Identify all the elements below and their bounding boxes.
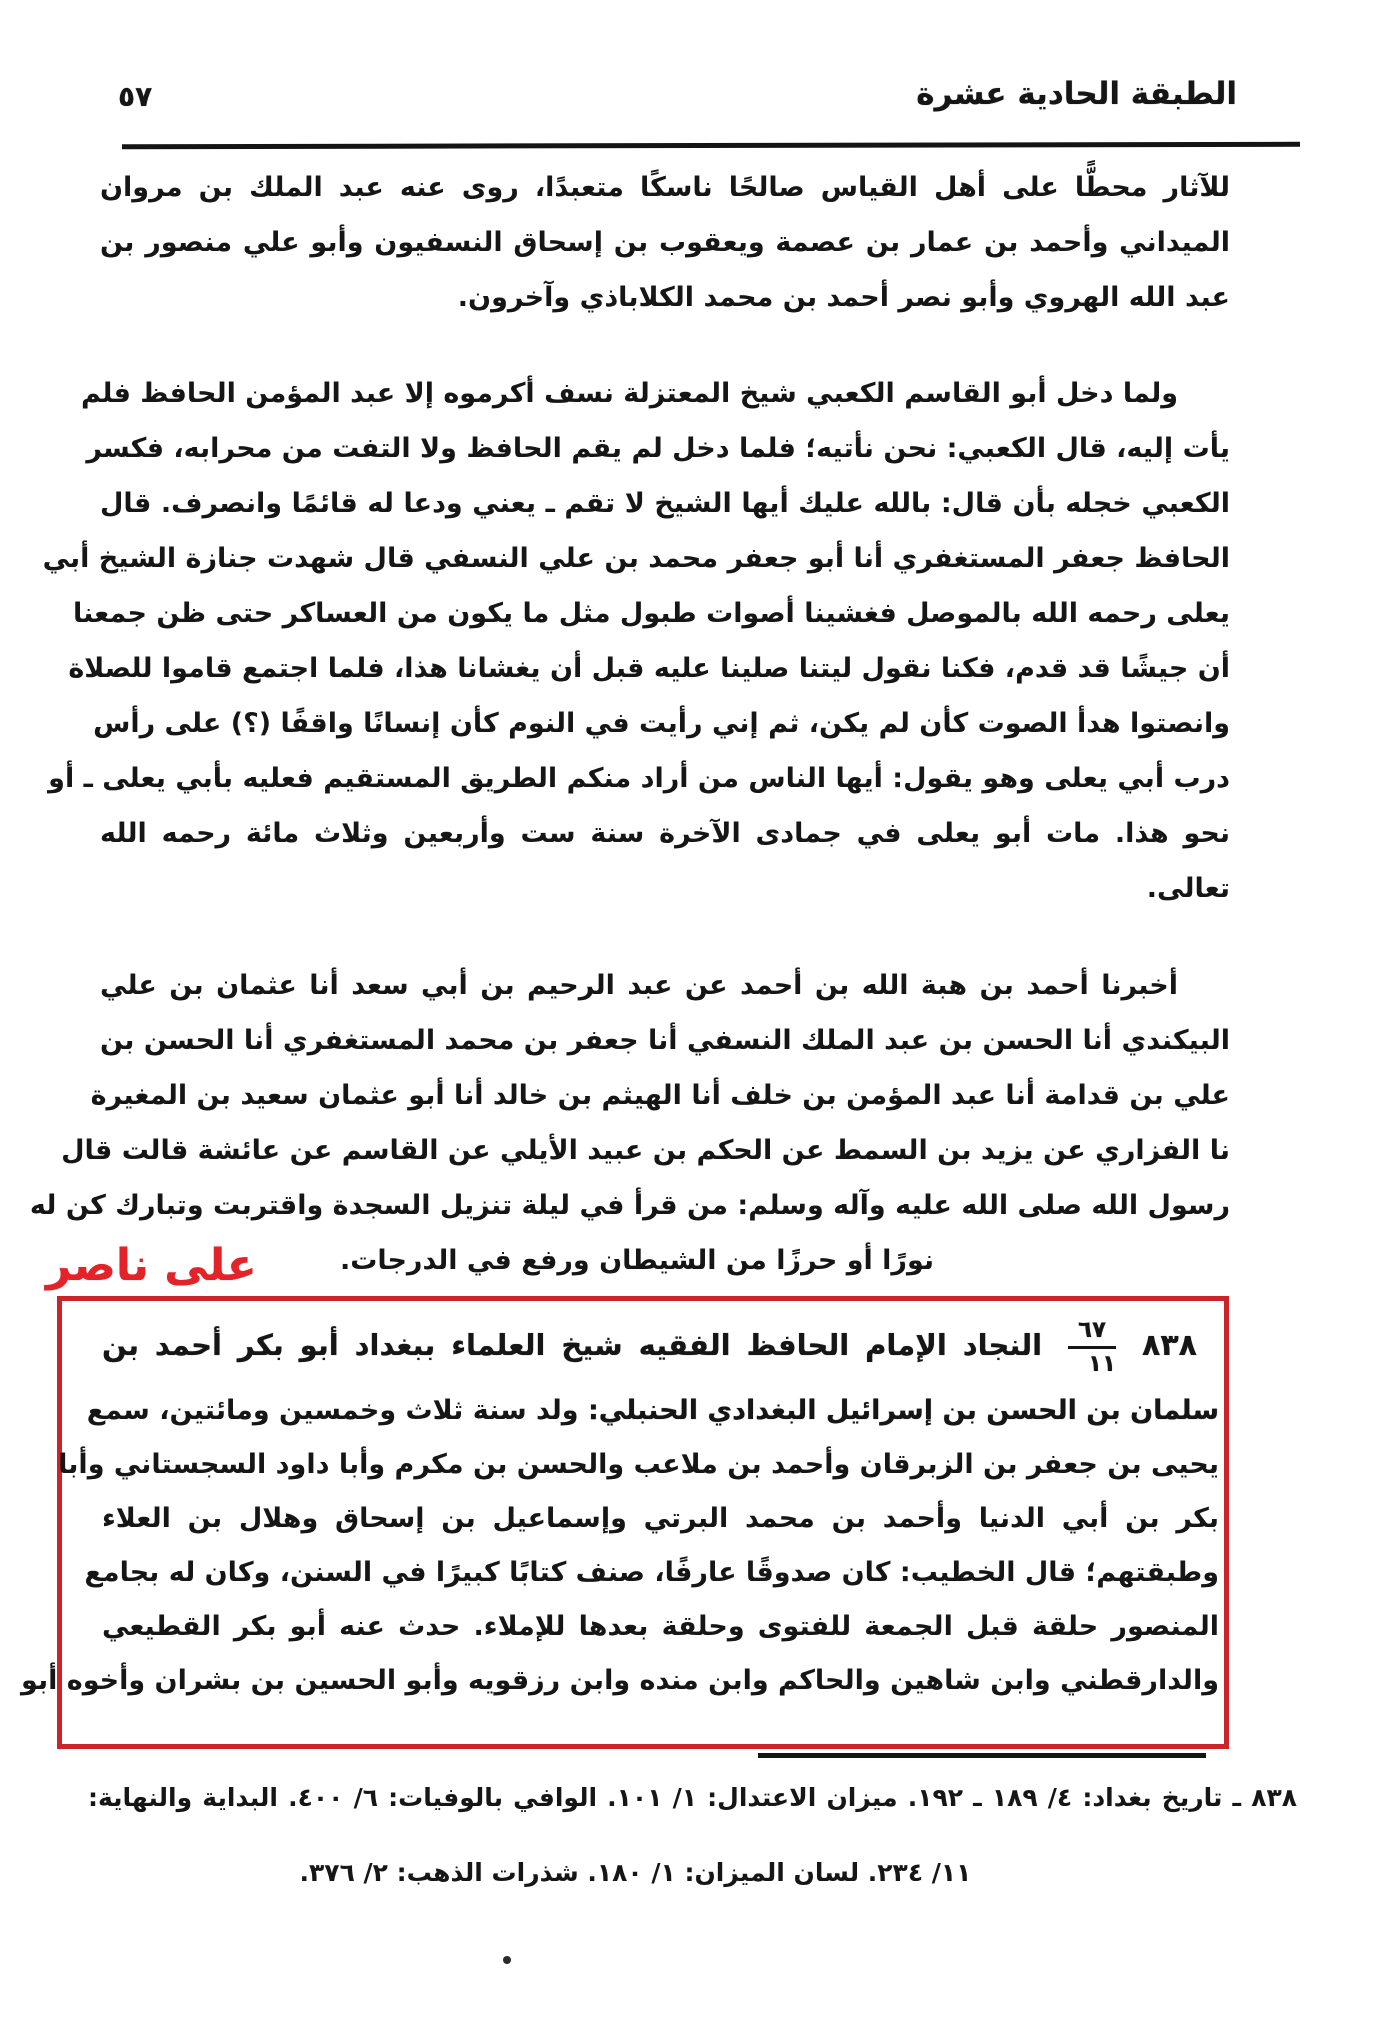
text-line: وانصتوا هدأ الصوت كأن لم يكن، ثم إني رأيت في النوم كأن إنسانًا واقفًا (؟) على رأس (93, 708, 1230, 739)
text-line (86, 1384, 1219, 1438)
entry-title: النجاد الإمام الحافظ الفقيه شيخ العلماء ببغداد أبو بكر أحمد بن (102, 1328, 1043, 1362)
entry-fraction-top: ٦٧ (1068, 1317, 1116, 1348)
text-line: أخبرنا أحمد بن هبة الله بن أحمد عن عبد الرحيم بن أبي سعد أنا عثمان بن علي (100, 970, 1178, 1001)
main-text-column (29, 160, 1230, 1288)
text-line: المنصور حلقة قبل الجمعة للفتوى وحلقة بعدها للإملاء. حدث عنه أبو بكر القطيعي (102, 1611, 1219, 1642)
text-line: أن جيشًا قد قدم، فكنا نقول ليتنا صلينا عليه قبل أن يغشانا هذا، فلما اجتمع قاموا للصلاة (68, 653, 1230, 684)
footnote-separator (758, 1753, 1206, 1758)
text-line: الحافظ جعفر المستغفري أنا أبو جعفر محمد بن علي النسفي قال شهدت جنازة الشيخ أبي (42, 543, 1230, 574)
text-line: البيكندي أنا الحسن بن عبد الملك النسفي أنا جعفر بن محمد المستغفري أنا الحسن بن (100, 1025, 1230, 1056)
text-line: والدارقطني وابن شاهين والحاكم وابن منده وابن رزقويه وأبو الحسين بن بشران وأخوه أبو (21, 1665, 1219, 1696)
paragraph-3 (29, 958, 1230, 1288)
text-line: رسول الله صلى الله عليه وآله وسلم: من قرأ في ليلة تنزيل السجدة واقتربت وتبارك كن له (29, 1190, 1230, 1221)
text-line: يعلى رحمه الله بالموصل فغشينا أصوات طبول مثل ما يكون من العساكر حتى ظن جمعنا (72, 598, 1230, 629)
text-line: الميداني وأحمد بن عمار بن عصمة ويعقوب بن إسحاق النسفيون وأبو علي منصور بن (100, 227, 1230, 258)
header-rule (122, 142, 1300, 149)
text-line: يأت إليه، قال الكعبي: نحن نأتيه؛ فلما دخل لم يقم الحافظ ولا التفت من محرابه، فكسر (86, 433, 1230, 464)
text-line: عبد الله الهروي وأبو نصر أحمد بن محمد الكلاباذي وآخرون. (457, 282, 1230, 313)
text-line: بكر بن أبي الدنيا وأحمد بن محمد البرتي وإسماعيل بن إسحاق وهلال بن العلاء (102, 1503, 1219, 1534)
text-line: درب أبي يعلى وهو يقول: أيها الناس من أراد منكم الطريق المستقيم فعليه بأبي يعلى ـ أو (48, 763, 1230, 794)
text-line: للآثار محطًّا على أهل القياس صالحًا ناسكًا متعبدًا، روى عنه عبد الملك بن مروان (100, 172, 1230, 203)
text-line: يحيى بن جعفر بن الزبرقان وأحمد بن ملاعب والحسن بن مكرم وأبا داود السجستاني وأبا (58, 1449, 1219, 1480)
text-line: ولما دخل أبو القاسم الكعبي شيخ المعتزلة نسف أكرموه إلا عبد المؤمن الحافظ فلم (81, 378, 1178, 409)
text-line: نحو هذا. مات أبو يعلى في جمادى الآخرة سنة ست وأربعين وثلاث مائة رحمه الله (100, 818, 1230, 849)
entry-fraction (1068, 1317, 1116, 1377)
text-line: علي بن قدامة أنا عبد المؤمن بن خلف أنا الهيثم بن خالد أنا أبو عثمان سعيد بن المغيرة (90, 1080, 1230, 1111)
entry-838 (21, 1306, 1219, 1708)
text-line: نا الفزاري عن يزيد بن السمط عن الحكم بن عبيد الأيلي عن القاسم عن عائشة قالت قال (61, 1135, 1230, 1166)
ink-dot (503, 1956, 511, 1964)
entry-line2-rest: ولد سنة ثلاث وخمسين ومائتين، سمع (86, 1395, 579, 1426)
page-header-title: الطبقة الحادية عشرة (916, 76, 1237, 112)
text-line: نورًا أو حرزًا من الشيطان ورفع في الدرجات. (339, 1245, 935, 1276)
paragraph-1 (100, 160, 1230, 325)
entry-heading-line (102, 1306, 1219, 1384)
red-annotation: على ناصر (46, 1240, 257, 1291)
text-line: الكعبي خجله بأن قال: بالله عليك أيها الشيخ لا تقم ـ يعني ودعا له قائمًا وانصرف. قال (100, 488, 1230, 519)
entry-number: ٨٣٨ (1142, 1328, 1197, 1363)
text-line: تعالى. (1146, 873, 1230, 904)
footnotes (88, 1778, 1297, 1893)
page-number: ٥٧ (118, 80, 153, 113)
entry-fraction-bottom: ١١ (1088, 1350, 1117, 1377)
entry-name: سلمان بن الحسن بن إسرائيل البغدادي الحنبلي: (587, 1395, 1219, 1426)
footnote-line: ٨٣٨ ـ تاريخ بغداد: ٤/ ١٨٩ ـ ١٩٢. ميزان الاعتدال: ١/ ١٠١. الوافي بالوفيات: ٦/ ٤٠٠. البداية والنهاية: (88, 1783, 1297, 1812)
entry-highlight-box (21, 1296, 1229, 1749)
text-line: وطبقتهم؛ قال الخطيب: كان صدوقًا عارفًا، صنف كتابًا كبيرًا في السنن، وكان له بجامع (84, 1557, 1219, 1588)
footnote-line: ١١/ ٢٣٤. لسان الميزان: ١/ ١٨٠. شذرات الذهب: ٢/ ٣٧٦. (299, 1858, 972, 1887)
paragraph-2 (42, 366, 1230, 916)
